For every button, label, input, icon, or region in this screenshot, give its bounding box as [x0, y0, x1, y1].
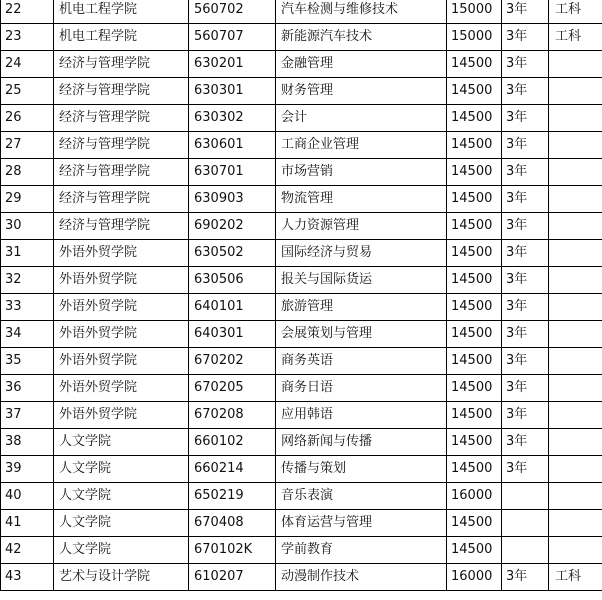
- duration-cell: 3年: [502, 0, 549, 24]
- row-number-cell: 28: [1, 159, 54, 186]
- major-name-cell: 体育运营与管理: [276, 510, 447, 537]
- category-cell: [549, 375, 602, 402]
- college-cell: 人文学院: [54, 510, 189, 537]
- college-cell: 机电工程学院: [54, 0, 189, 24]
- table-row: [1, 375, 602, 402]
- category-cell: [549, 240, 602, 267]
- row-number-cell: 40: [1, 483, 54, 510]
- major-code-cell: 670202: [189, 348, 276, 375]
- duration-cell: 3年: [502, 267, 549, 294]
- table-row: [1, 78, 602, 105]
- major-code-cell: 630701: [189, 159, 276, 186]
- tuition-fee-cell: 14500: [447, 159, 502, 186]
- tuition-fee-cell: 14500: [447, 51, 502, 78]
- duration-cell: 3年: [502, 186, 549, 213]
- row-number-cell: 24: [1, 51, 54, 78]
- major-name-cell: 学前教育: [276, 537, 447, 564]
- major-name-cell: 音乐表演: [276, 483, 447, 510]
- row-number-cell: 31: [1, 240, 54, 267]
- major-name-cell: 金融管理: [276, 51, 447, 78]
- category-cell: [549, 159, 602, 186]
- table-row: [1, 0, 602, 24]
- row-number-cell: 38: [1, 429, 54, 456]
- major-code-cell: 560702: [189, 0, 276, 24]
- college-cell: 经济与管理学院: [54, 51, 189, 78]
- major-name-cell: 旅游管理: [276, 294, 447, 321]
- major-name-cell: 财务管理: [276, 78, 447, 105]
- row-number-cell: 36: [1, 375, 54, 402]
- table-row: [1, 51, 602, 78]
- row-number-cell: 22: [1, 0, 54, 24]
- duration-cell: 3年: [502, 105, 549, 132]
- college-cell: 艺术与设计学院: [54, 564, 189, 591]
- college-cell: 外语外贸学院: [54, 240, 189, 267]
- table-row: [1, 564, 602, 591]
- table-row: [1, 321, 602, 348]
- table-row: [1, 105, 602, 132]
- tuition-fee-cell: 14500: [447, 186, 502, 213]
- category-cell: 工科: [549, 24, 602, 51]
- major-name-cell: 物流管理: [276, 186, 447, 213]
- row-number-cell: 29: [1, 186, 54, 213]
- tuition-fee-cell: 16000: [447, 483, 502, 510]
- college-cell: 经济与管理学院: [54, 105, 189, 132]
- tuition-fee-cell: 14500: [447, 510, 502, 537]
- duration-cell: 3年: [502, 321, 549, 348]
- major-code-cell: 630302: [189, 105, 276, 132]
- duration-cell: 3年: [502, 456, 549, 483]
- tuition-fee-cell: 14500: [447, 240, 502, 267]
- tuition-fee-cell: 14500: [447, 267, 502, 294]
- duration-cell: 3年: [502, 564, 549, 591]
- college-cell: 外语外贸学院: [54, 348, 189, 375]
- major-code-cell: 670102K: [189, 537, 276, 564]
- major-code-cell: 630201: [189, 51, 276, 78]
- major-name-cell: 网络新闻与传播: [276, 429, 447, 456]
- college-cell: 经济与管理学院: [54, 159, 189, 186]
- duration-cell: 3年: [502, 159, 549, 186]
- college-cell: 人文学院: [54, 456, 189, 483]
- row-number-cell: 35: [1, 348, 54, 375]
- college-cell: 人文学院: [54, 537, 189, 564]
- tuition-fee-cell: 14500: [447, 456, 502, 483]
- major-name-cell: 报关与国际货运: [276, 267, 447, 294]
- table-row: [1, 456, 602, 483]
- category-cell: [549, 510, 602, 537]
- table-row: [1, 213, 602, 240]
- major-code-cell: 630506: [189, 267, 276, 294]
- major-code-cell: 560707: [189, 24, 276, 51]
- tuition-fee-cell: 14500: [447, 78, 502, 105]
- major-name-cell: 动漫制作技术: [276, 564, 447, 591]
- duration-cell: [502, 510, 549, 537]
- major-code-cell: 670205: [189, 375, 276, 402]
- college-cell: 外语外贸学院: [54, 321, 189, 348]
- major-code-cell: 640101: [189, 294, 276, 321]
- category-cell: [549, 321, 602, 348]
- college-cell: 经济与管理学院: [54, 132, 189, 159]
- tuition-fee-cell: 16000: [447, 564, 502, 591]
- major-code-cell: 630903: [189, 186, 276, 213]
- category-cell: [549, 348, 602, 375]
- duration-cell: 3年: [502, 213, 549, 240]
- duration-cell: 3年: [502, 348, 549, 375]
- major-name-cell: 新能源汽车技术: [276, 24, 447, 51]
- duration-cell: 3年: [502, 402, 549, 429]
- table-row: [1, 510, 602, 537]
- category-cell: [549, 132, 602, 159]
- major-name-cell: 商务日语: [276, 375, 447, 402]
- row-number-cell: 43: [1, 564, 54, 591]
- table-row: [1, 240, 602, 267]
- duration-cell: 3年: [502, 375, 549, 402]
- college-cell: 机电工程学院: [54, 24, 189, 51]
- category-cell: [549, 213, 602, 240]
- major-name-cell: 会展策划与管理: [276, 321, 447, 348]
- duration-cell: 3年: [502, 78, 549, 105]
- table-row: [1, 429, 602, 456]
- row-number-cell: 23: [1, 24, 54, 51]
- major-name-cell: 商务英语: [276, 348, 447, 375]
- tuition-fee-cell: 14500: [447, 375, 502, 402]
- row-number-cell: 33: [1, 294, 54, 321]
- category-cell: [549, 105, 602, 132]
- major-name-cell: 国际经济与贸易: [276, 240, 447, 267]
- row-number-cell: 27: [1, 132, 54, 159]
- duration-cell: 3年: [502, 24, 549, 51]
- college-cell: 人文学院: [54, 429, 189, 456]
- major-name-cell: 应用韩语: [276, 402, 447, 429]
- row-number-cell: 32: [1, 267, 54, 294]
- duration-cell: 3年: [502, 294, 549, 321]
- college-cell: 外语外贸学院: [54, 402, 189, 429]
- row-number-cell: 26: [1, 105, 54, 132]
- tuition-fee-cell: 14500: [447, 105, 502, 132]
- row-number-cell: 37: [1, 402, 54, 429]
- major-name-cell: 传播与策划: [276, 456, 447, 483]
- category-cell: [549, 78, 602, 105]
- table-row: [1, 159, 602, 186]
- duration-cell: 3年: [502, 51, 549, 78]
- college-cell: 外语外贸学院: [54, 294, 189, 321]
- table-row: [1, 348, 602, 375]
- duration-cell: [502, 483, 549, 510]
- tuition-fee-cell: 14500: [447, 213, 502, 240]
- table-row: [1, 132, 602, 159]
- category-cell: 工科: [549, 564, 602, 591]
- duration-cell: [502, 537, 549, 564]
- table-row: [1, 24, 602, 51]
- tuition-fee-cell: 15000: [447, 24, 502, 51]
- category-cell: 工科: [549, 0, 602, 24]
- major-code-cell: 650219: [189, 483, 276, 510]
- major-code-cell: 630502: [189, 240, 276, 267]
- table-row: [1, 402, 602, 429]
- row-number-cell: 41: [1, 510, 54, 537]
- tuition-fee-cell: 14500: [447, 429, 502, 456]
- row-number-cell: 30: [1, 213, 54, 240]
- major-name-cell: 汽车检测与维修技术: [276, 0, 447, 24]
- category-cell: [549, 294, 602, 321]
- college-cell: 外语外贸学院: [54, 375, 189, 402]
- major-name-cell: 市场营销: [276, 159, 447, 186]
- category-cell: [549, 267, 602, 294]
- tuition-fee-cell: 14500: [447, 321, 502, 348]
- college-cell: 经济与管理学院: [54, 78, 189, 105]
- tuition-fee-cell: 14500: [447, 294, 502, 321]
- row-number-cell: 42: [1, 537, 54, 564]
- major-code-cell: 610207: [189, 564, 276, 591]
- category-cell: [549, 51, 602, 78]
- major-code-cell: 660102: [189, 429, 276, 456]
- category-cell: [549, 456, 602, 483]
- major-name-cell: 人力资源管理: [276, 213, 447, 240]
- major-code-cell: 670408: [189, 510, 276, 537]
- table-body: [1, 0, 602, 591]
- table-row: [1, 483, 602, 510]
- duration-cell: 3年: [502, 429, 549, 456]
- row-number-cell: 39: [1, 456, 54, 483]
- major-code-cell: 690202: [189, 213, 276, 240]
- major-code-cell: 640301: [189, 321, 276, 348]
- tuition-fee-cell: 14500: [447, 132, 502, 159]
- category-cell: [549, 537, 602, 564]
- category-cell: [549, 429, 602, 456]
- category-cell: [549, 483, 602, 510]
- duration-cell: 3年: [502, 132, 549, 159]
- major-name-cell: 会计: [276, 105, 447, 132]
- college-cell: 经济与管理学院: [54, 213, 189, 240]
- category-cell: [549, 402, 602, 429]
- major-code-cell: 670208: [189, 402, 276, 429]
- table-row: [1, 294, 602, 321]
- college-cell: 外语外贸学院: [54, 267, 189, 294]
- college-cell: 人文学院: [54, 483, 189, 510]
- tuition-fee-cell: 15000: [447, 0, 502, 24]
- major-name-cell: 工商企业管理: [276, 132, 447, 159]
- duration-cell: 3年: [502, 240, 549, 267]
- tuition-fee-cell: 14500: [447, 402, 502, 429]
- major-code-cell: 630601: [189, 132, 276, 159]
- table-row: [1, 267, 602, 294]
- category-cell: [549, 186, 602, 213]
- tuition-fee-cell: 14500: [447, 537, 502, 564]
- major-code-cell: 630301: [189, 78, 276, 105]
- college-cell: 经济与管理学院: [54, 186, 189, 213]
- tuition-fee-cell: 14500: [447, 348, 502, 375]
- major-code-cell: 660214: [189, 456, 276, 483]
- table-row: [1, 537, 602, 564]
- table-row: [1, 186, 602, 213]
- row-number-cell: 25: [1, 78, 54, 105]
- row-number-cell: 34: [1, 321, 54, 348]
